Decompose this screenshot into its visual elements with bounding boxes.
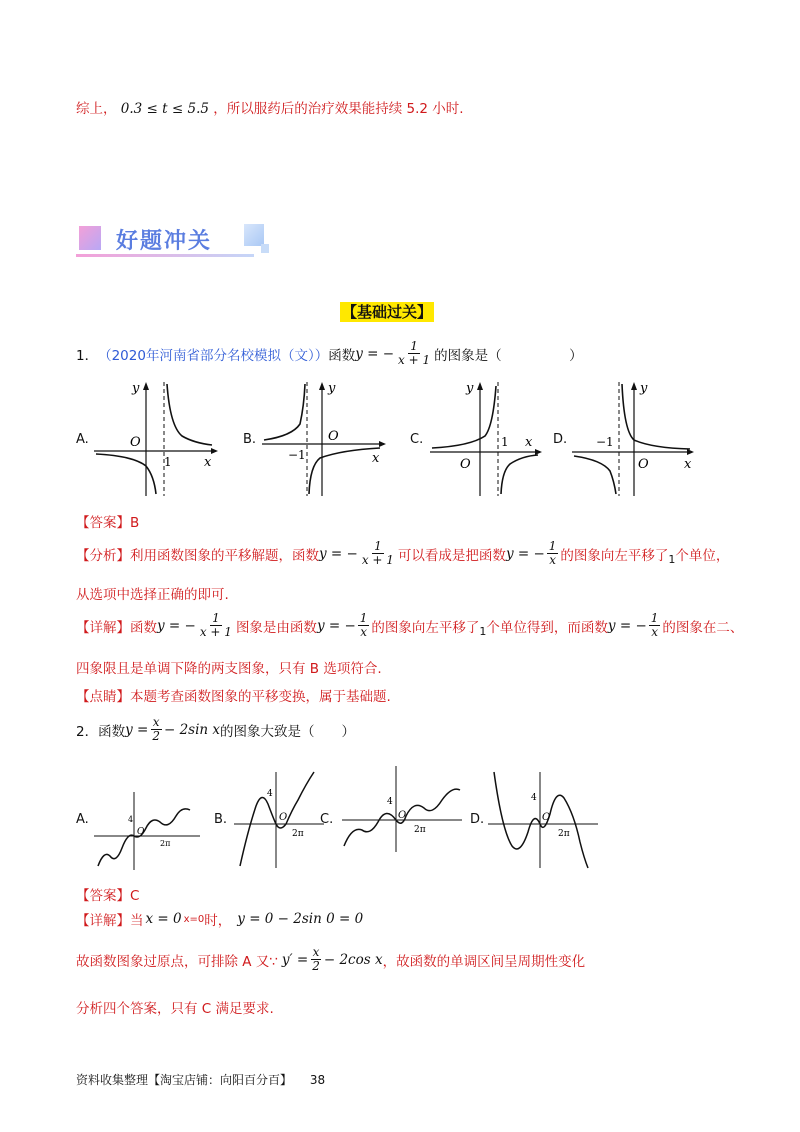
graph-c-ylabel: y (466, 381, 474, 396)
q1-stem: 1． （2020年河南省部分名校模拟（文）） 函数 y = − $\frac{1}{x + 1}$ 的图象是（ ） (76, 339, 583, 368)
q2-detail-line2: 故函数图象过原点，可排除 A 又∵ y′ = $\frac{x}{2}$ − 2cos x ，故函数的单调区间呈周期性变化 (76, 945, 586, 974)
q2-stem: 2． 函数 y = $\frac{x}{2}$ − 2sin x 的图象大致是（ ） (76, 715, 356, 744)
q2b-2pi: 2π (292, 829, 304, 839)
q1-option-d: D. (553, 432, 568, 447)
graph-b-origin: O (328, 429, 339, 444)
subsection-title: 【基础过关】 (342, 303, 433, 321)
q1-analysis: 【分析】 利用函数图象的平移解题，函数 y = − $\frac{1}{x + 1}$ 可以看成是把函数 y = − $\frac{1}{x}$ 的图象向左平移了 1 个单位， (76, 539, 730, 568)
q2-graph-d (488, 770, 600, 870)
summary-inequality: 0.3 ≤ t ≤ 5.5 (120, 101, 209, 117)
graph-d-origin: O (638, 457, 649, 472)
q2-option-d: D. (470, 812, 485, 827)
graph-c-xlabel: x (525, 435, 533, 450)
graph-d-tick: −1 (596, 435, 614, 449)
q1-detail-line2: 四象限且是单调下降的两支图象，只有 B 选项符合. (76, 661, 382, 677)
graph-b-xlabel: x (372, 451, 380, 466)
graph-a-xlabel: x (204, 455, 212, 470)
footer-text: 资料收集整理【淘宝店铺：向阳百分百】 (76, 1073, 293, 1087)
page-number: 38 (309, 1073, 326, 1087)
q2-answer: 【答案】C (76, 888, 140, 904)
q2a-four: 4 (128, 815, 134, 824)
section-banner (76, 220, 276, 265)
q2b-four: 4 (267, 789, 273, 799)
q2-detail-line3: 分析四个答案，只有 C 满足要求. (76, 1001, 274, 1017)
q2c-four: 4 (387, 797, 393, 807)
q1-analysis-line2: 从选项中选择正确的即可. (76, 587, 229, 603)
banner-decor-left (79, 226, 101, 250)
q1-option-a: A. (76, 432, 89, 447)
q2-graph-c (342, 764, 464, 854)
q1-option-b: B. (243, 432, 257, 447)
q2d-2pi: 2π (558, 829, 570, 839)
q2-option-b: B. (214, 812, 228, 827)
q2c-2pi: 2π (414, 825, 426, 835)
q2d-four: 4 (531, 793, 537, 803)
q2b-origin: O (279, 812, 288, 823)
q1-fraction: $\frac{1}{x + 1}$ (398, 339, 431, 368)
q1-comment: 【点睛】本题考查函数图象的平移变换，属于基础题. (76, 689, 391, 705)
q1-option-c: C. (410, 432, 424, 447)
banner-title: 好题冲关 (116, 229, 213, 254)
q2d-origin: O (542, 812, 551, 823)
graph-a-tick: 1 (164, 455, 172, 469)
graph-a-ylabel: y (132, 381, 140, 396)
graph-c-tick: 1 (501, 435, 509, 449)
q1-answer: 【答案】B (76, 515, 140, 531)
q2-graph-b (234, 770, 326, 870)
q1-detail: 【详解】 函数 y = − $\frac{1}{x + 1}$ 图象是由函数 y = − $\frac{1}{x}$ 的图象向左平移了 1 个单位得到，而函数 y = − $\frac{1}{x}$ 的图象在二、 (76, 611, 744, 640)
q2a-2pi: 2π (160, 839, 171, 848)
banner-decor-right (244, 224, 264, 246)
graph-a-origin: O (130, 435, 141, 450)
q2-option-a: A. (76, 812, 89, 827)
footer (76, 1071, 325, 1088)
q2a-origin: O (137, 827, 145, 837)
q1-graph-d (572, 376, 700, 498)
q2c-origin: O (398, 810, 407, 821)
graph-b-ylabel: y (328, 381, 336, 396)
banner-decor-small (261, 244, 269, 253)
graph-d-xlabel: x (684, 457, 692, 472)
q2-detail: 【详解】 当 x = 0 x=0 时， y = 0 − 2sin 0 = 0 (76, 911, 364, 929)
graph-b-tick: −1 (288, 448, 306, 462)
summary-line: 综上， 0.3 ≤ t ≤ 5.5 ，所以服药后的治疗效果能持续 5.2 小时. (76, 101, 464, 117)
q1-graph-b (262, 376, 392, 498)
q2-fraction: $\frac{x}{2}$ (152, 715, 160, 744)
q2-graph-a (94, 790, 202, 872)
q1-graph-c (430, 376, 548, 498)
graph-c-origin: O (460, 457, 471, 472)
q1-source: （2020年河南省部分名校模拟（文）） (98, 347, 329, 364)
graph-d-ylabel: y (640, 381, 648, 396)
q2-option-c: C. (320, 812, 334, 827)
q1-graph-a (94, 376, 224, 498)
